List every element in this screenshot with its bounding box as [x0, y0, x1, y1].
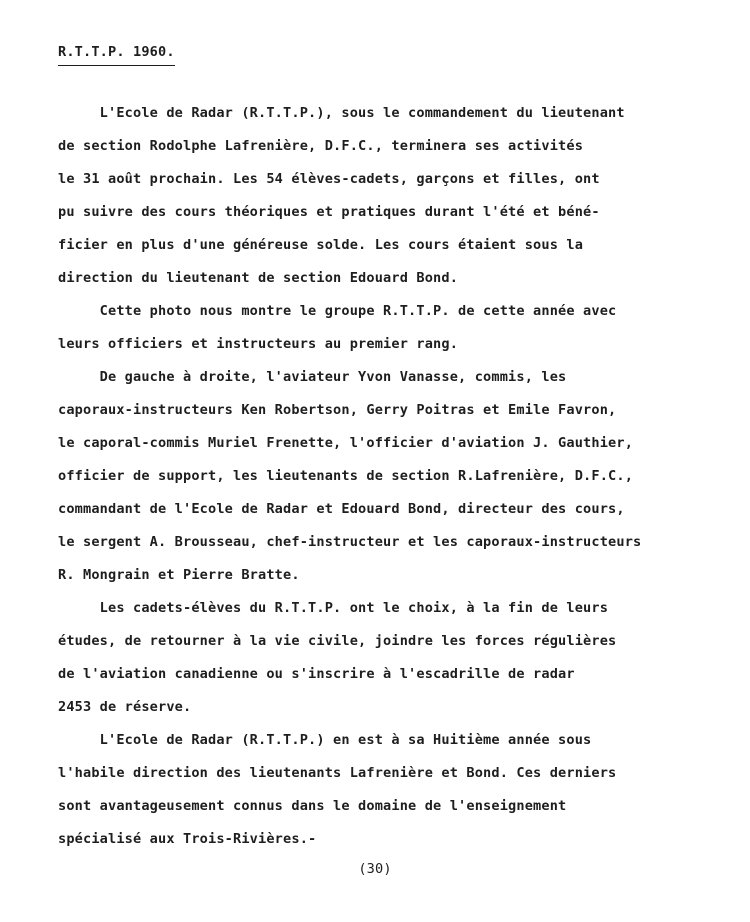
text-line: leurs officiers et instructeurs au premier rang. [58, 336, 459, 352]
text-line: le 31 août prochain. Les 54 élèves-cadets, garçons et filles, ont [58, 171, 600, 187]
text-line: commandant de l'Ecole de Radar et Edouard Bond, directeur des cours, [58, 501, 625, 517]
text-line: Les cadets-élèves du R.T.T.P. ont le choix, à la fin de leurs [58, 600, 609, 616]
text-line: De gauche à droite, l'aviateur Yvon Vanasse, commis, les [58, 369, 567, 385]
text-line: 2453 de réserve. [58, 699, 192, 715]
document-title: R.T.T.P. 1960. [58, 44, 175, 66]
page-number: (30) [358, 861, 392, 877]
text-line: de section Rodolphe Lafrenière, D.F.C., terminera ses activités [58, 138, 584, 154]
text-line: L'Ecole de Radar (R.T.T.P.), sous le commandement du lieutenant [58, 105, 625, 121]
text-line: L'Ecole de Radar (R.T.T.P.) en est à sa Huitième année sous [58, 732, 592, 748]
text-line: pu suivre des cours théoriques et pratiques durant l'été et béné- [58, 204, 600, 220]
text-line: Cette photo nous montre le groupe R.T.T.P. de cette année avec [58, 303, 617, 319]
text-line: de l'aviation canadienne ou s'inscrire à l'escadrille de radar [58, 666, 575, 682]
text-line: le caporal-commis Muriel Frenette, l'officier d'aviation J. Gauthier, [58, 435, 634, 451]
text-line: spécialisé aux Trois-Rivières.- [58, 831, 317, 847]
text-line: le sergent A. Brousseau, chef-instructeur et les caporaux-instructeurs [58, 534, 642, 550]
text-line: l'habile direction des lieutenants Lafrenière et Bond. Ces derniers [58, 765, 617, 781]
text-line: R. Mongrain et Pierre Bratte. [58, 567, 300, 583]
text-line: officier de support, les lieutenants de section R.Lafrenière, D.F.C., [58, 468, 634, 484]
text-line: études, de retourner à la vie civile, joindre les forces régulières [58, 633, 617, 649]
text-line: sont avantageusement connus dans le domaine de l'enseignement [58, 798, 567, 814]
text-line: caporaux-instructeurs Ken Robertson, Gerry Poitras et Emile Favron, [58, 402, 617, 418]
text-line: ficier en plus d'une généreuse solde. Les cours étaient sous la [58, 237, 584, 253]
text-line: direction du lieutenant de section Edouard Bond. [58, 270, 459, 286]
